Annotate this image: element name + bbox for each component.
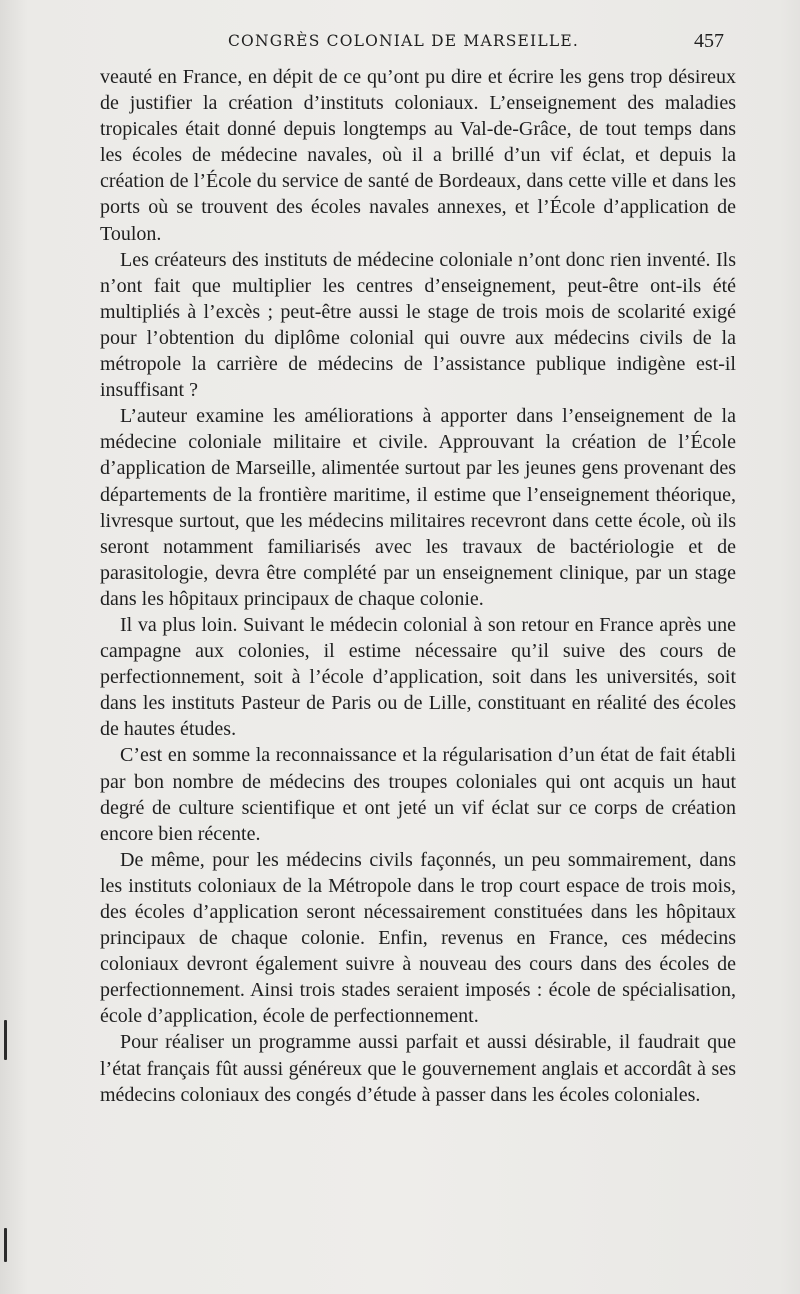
paragraph-continued: veauté en France, en dépit de ce qu’ont pu dire et écrire les gens trop désireux de justifier la création d’instituts coloniaux. L’enseignement des maladies tropicales était donné depuis longtemps au Val-de-Grâce, de tout temps dans les écoles de médecine navales, où il a brillé d’un vif éclat, et depuis la création de l’École du service de santé de Bordeaux, dans cette ville et dans les ports où se trouvent des écoles navales annexes, et l’École d’application de Toulon. [100,66,736,245]
paragraph: Il va plus loin. Suivant le médecin colonial à son retour en France après une campagne aux colonies, il estime nécessaire qu’il suive des cours de perfectionnement, soit à l’école d’application, soit dans les universités, soit dans les instituts Pasteur de Paris ou de Lille, constituant en réalité des écoles de hautes études. [100,613,736,741]
paragraph: De même, pour les médecins civils façonnés, un peu sommairement, dans les instituts coloniaux de la Métropole dans le trop court espace de trois mois, des écoles d’application seront nécessairement constituées dans les hôpitaux principaux de chaque colonie. Enfin, revenus en France, ces médecins coloniaux devront également suivre à nouveau des cours dans des écoles de perfectionnement. Ainsi trois stades seraient imposés : école de spécialisation, école d’application, école de perfectionnement. [100,848,736,1028]
binding-edge-mark [4,1228,7,1262]
running-head [100,30,740,58]
paragraph: L’auteur examine les améliorations à apporter dans l’enseignement de la médecine coloniale militaire et civile. Approuvant la création de l’École d’application de Marseille, alimentée surtout par les jeunes gens provenant des départements de la frontière maritime, il estime que l’enseignement théorique, livresque surtout, que les médecins militaires recevront dans cette école, où ils seront notamment familiarisés avec les travaux de bactériologie et de parasitologie, devra être complété par un enseignement clinique, par un stage dans les hôpitaux principaux de chaque colonie. [100,405,736,610]
binding-edge-mark [4,1020,7,1060]
paragraph: Pour réaliser un programme aussi parfait et aussi désirable, il faudrait que l’état français fût aussi généreux que le gouvernement anglais et accordât à ses médecins coloniaux des congés d’étude à passer dans les écoles coloniales. [100,1031,736,1106]
paragraph: Les créateurs des instituts de médecine coloniale n’ont donc rien inventé. Ils n’ont fait que multiplier les centres d’enseignement, peut-être ont-ils été multipliés à l’excès ; peut-être aussi le stage de trois mois de scolarité exigé pour l’obtention du diplôme colonial qui ouvre aux médecins civils de la métropole la carrière de médecins de l’assistance publique indigène est-il insuffisant ? [100,248,736,402]
body-text [100,64,736,1108]
paragraph: C’est en somme la reconnaissance et la régularisation d’un état de fait établi par bon nombre de médecins des troupes coloniales qui ont acquis un haut degré de culture scientifique et ont jeté un vif éclat sur ce corps de création encore bien récente. [100,744,736,845]
page-number: 457 [694,30,724,52]
running-title: CONGRÈS COLONIAL DE MARSEILLE. [228,32,579,50]
